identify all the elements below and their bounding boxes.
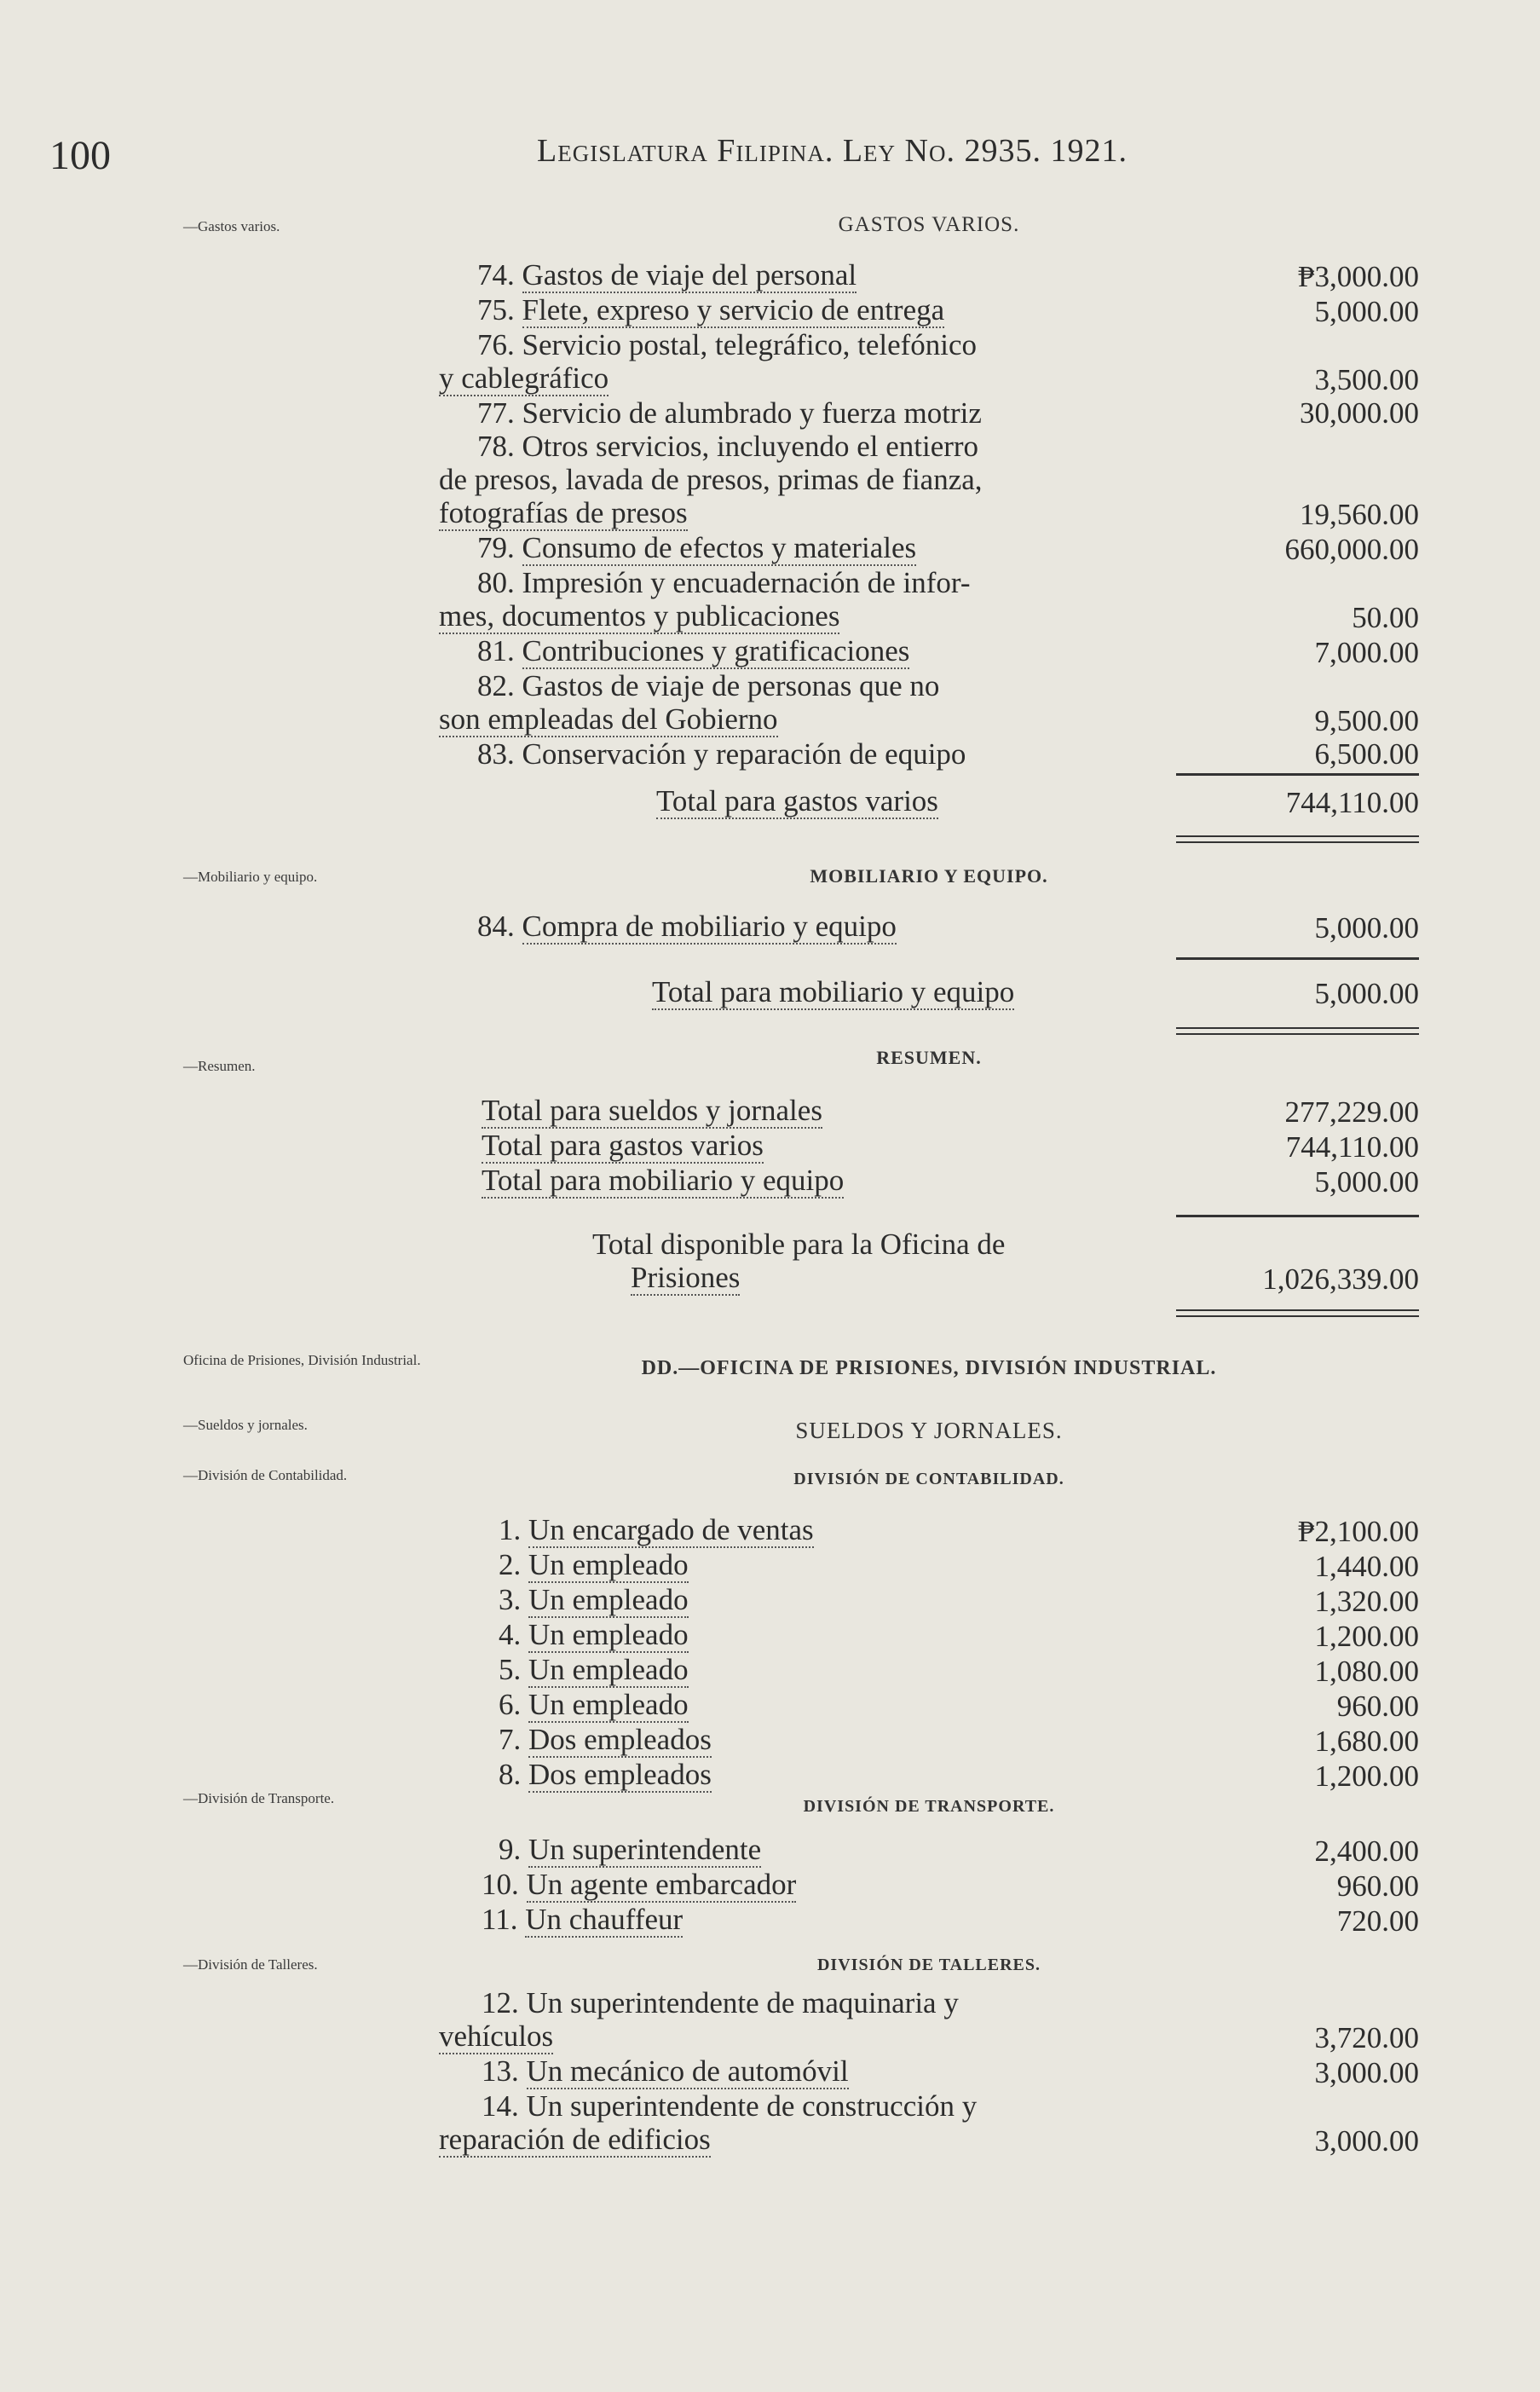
list-item: 80. Impresión y encuadernación de infor- mes, documentos y publicaciones 50.00 xyxy=(439,566,1419,634)
list-item: 78. Otros servicios, incluyendo el entierro de presos, lavada de presos, primas de fianza, fotografías de presos 19,560.00 xyxy=(439,430,1419,531)
list-item: 82. Gastos de viaje de personas que no son empleadas del Gobierno 9,500.00 xyxy=(439,669,1419,737)
list-item: Total para sueldos y jornales 277,229.00 xyxy=(482,1094,1419,1129)
margin-note-sueldos: —Sueldos y jornales. xyxy=(183,1417,308,1433)
list-item: 81. Contribuciones y gratificaciones 7,000.00 xyxy=(477,634,1419,669)
list-item: 3. Un empleado 1,320.00 xyxy=(499,1583,1419,1618)
rule-double-top xyxy=(1176,835,1419,837)
total-mobiliario-row: Total para mobiliario y equipo 5,000.00 xyxy=(652,975,1419,1010)
list-item: 75. Flete, expreso y servicio de entrega 5,000.00 xyxy=(477,293,1419,328)
rule-double-bottom xyxy=(1176,1315,1419,1317)
list-item: Total para gastos varios 744,110.00 xyxy=(482,1129,1419,1164)
list-item: 11. Un chauffeur 720.00 xyxy=(482,1903,1419,1938)
rule-double-bottom xyxy=(1176,841,1419,843)
talleres-list xyxy=(439,1986,1419,2158)
margin-note-contabilidad: —División de Contabilidad. xyxy=(183,1467,348,1483)
mobiliario-list xyxy=(439,910,1419,945)
list-item: 9. Un superintendente 2,400.00 xyxy=(499,1833,1419,1868)
list-item: 4. Un empleado 1,200.00 xyxy=(499,1618,1419,1653)
margin-note-oficina: Oficina de Prisiones, División Industrial. xyxy=(183,1352,421,1368)
heading-sueldos: SUELDOS Y JORNALES. xyxy=(795,1418,1063,1443)
rule-double-bottom xyxy=(1176,1033,1419,1035)
list-item: 12. Un superintendente de maquinaria y vehículos 3,720.00 xyxy=(439,1986,1419,2054)
heading-talleres: DIVISIÓN DE TALLERES. xyxy=(816,1956,1041,1974)
heading-mobiliario: MOBILIARIO Y EQUIPO. xyxy=(810,865,1048,887)
transporte-list xyxy=(439,1833,1419,1938)
list-item: 5. Un empleado 1,080.00 xyxy=(499,1653,1419,1688)
list-item: 79. Consumo de efectos y materiales 660,000.00 xyxy=(477,531,1419,566)
rule-divider xyxy=(1176,773,1419,776)
heading-resumen: RESUMEN. xyxy=(876,1047,982,1068)
total-gastos-row: Total para gastos varios 744,110.00 xyxy=(656,784,1419,819)
heading-transporte: DIVISIÓN DE TRANSPORTE. xyxy=(803,1797,1055,1816)
heading-contabilidad: DIVISIÓN DE CONTABILIDAD. xyxy=(793,1470,1064,1488)
list-item: 74. Gastos de viaje del personal ₱3,000.00 xyxy=(477,258,1419,293)
list-item: 76. Servicio postal, telegráfico, telefónico y cablegráfico 3,500.00 xyxy=(439,328,1419,396)
margin-note-mobiliario: —Mobiliario y equipo. xyxy=(183,869,318,885)
list-item: 77. Servicio de alumbrado y fuerza motriz 30,000.00 xyxy=(477,396,1419,430)
rule-double-top xyxy=(1176,1309,1419,1311)
list-item: 8. Dos empleados 1,200.00 xyxy=(499,1758,1419,1793)
heading-gastos-varios: GASTOS VARIOS. xyxy=(838,213,1020,236)
margin-note-transporte: —División de Transporte. xyxy=(183,1790,335,1806)
list-item: 6. Un empleado 960.00 xyxy=(499,1688,1419,1723)
gastos-list xyxy=(439,258,1419,771)
list-item: 84. Compra de mobiliario y equipo 5,000.00 xyxy=(477,910,1419,945)
grand-total-row: Total disponible para la Oficina de Prisiones 1,026,339.00 xyxy=(592,1228,1419,1296)
rule-divider xyxy=(1176,1215,1419,1217)
contabilidad-list xyxy=(439,1513,1419,1793)
margin-note-talleres: —División de Talleres. xyxy=(183,1956,318,1973)
list-item: 13. Un mecánico de automóvil 3,000.00 xyxy=(482,2054,1419,2089)
margin-note-gastos: —Gastos varios. xyxy=(183,218,280,234)
list-item: 2. Un empleado 1,440.00 xyxy=(499,1548,1419,1583)
list-item: Total para mobiliario y equipo 5,000.00 xyxy=(482,1164,1419,1199)
resumen-list xyxy=(439,1094,1419,1199)
list-item: 14. Un superintendente de construcción y reparación de edificios 3,000.00 xyxy=(439,2089,1419,2158)
list-item: 7. Dos empleados 1,680.00 xyxy=(499,1723,1419,1758)
page-number: 100 xyxy=(49,133,111,178)
rule-double-top xyxy=(1176,1027,1419,1029)
list-item: 1. Un encargado de ventas ₱2,100.00 xyxy=(499,1513,1419,1548)
margin-note-resumen: —Resumen. xyxy=(183,1058,256,1074)
running-title: Legislatura Filipina. Ley No. 2935. 1921. xyxy=(537,133,1128,169)
list-item: 83. Conservación y reparación de equipo 6,500.00 xyxy=(477,737,1419,771)
heading-industrial: DD.—OFICINA DE PRISIONES, DIVISIÓN INDUSTRIAL. xyxy=(641,1357,1217,1379)
rule-divider xyxy=(1176,957,1419,960)
list-item: 10. Un agente embarcador 960.00 xyxy=(482,1868,1419,1903)
